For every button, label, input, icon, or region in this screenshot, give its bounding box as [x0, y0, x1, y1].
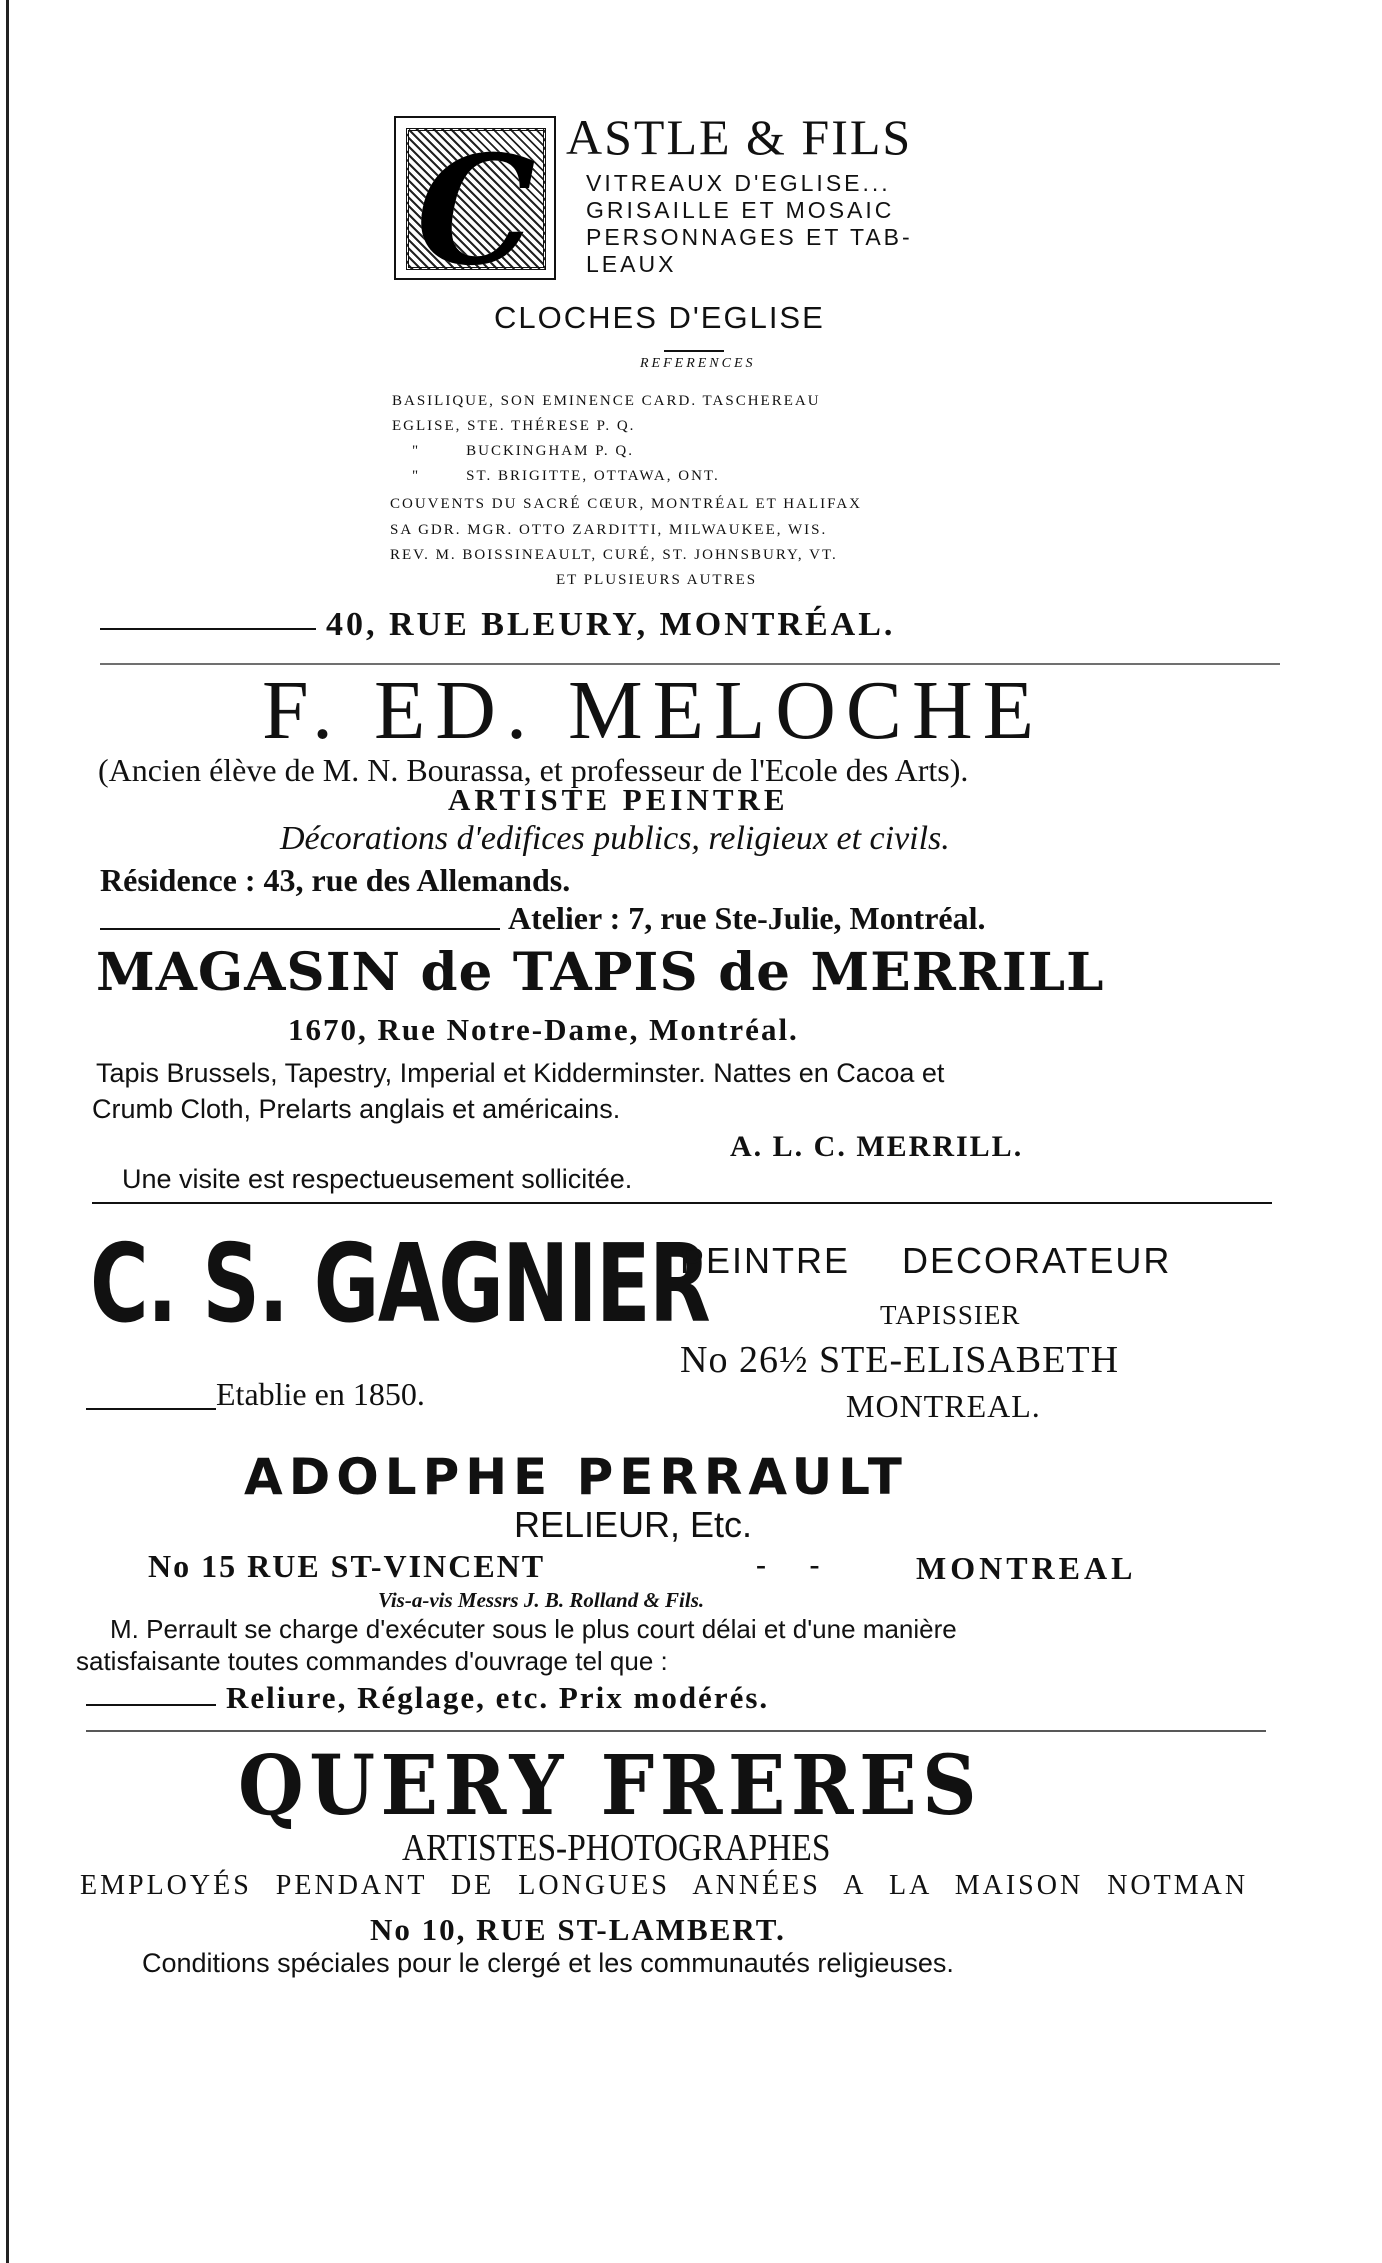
- meloche-specialty: Décorations d'edifices publics, religieux et civils.: [280, 820, 950, 857]
- divider: [86, 1408, 216, 1410]
- perrault-address-separator: - -: [756, 1548, 838, 1581]
- merrill-line-1: Tapis Brussels, Tapestry, Imperial et Kidderminster. Nattes en Cacoa et: [96, 1058, 945, 1088]
- reference-line: " BUCKINGHAM P. Q.: [412, 443, 634, 459]
- meloche-subtitle: (Ancien élève de M. N. Bourassa, et professeur de l'Ecole des Arts).: [98, 752, 969, 788]
- gagnier-address: No 26½ STE-ELISABETH: [680, 1339, 1120, 1381]
- perrault-line-1: M. Perrault se charge d'exécuter sous le plus court délai et d'une manière: [110, 1614, 957, 1644]
- divider: [664, 350, 724, 352]
- gagnier-trade-2: TAPISSIER: [880, 1300, 1021, 1330]
- perrault-opposite: Vis-a-vis Messrs J. B. Rolland & Fils.: [378, 1588, 705, 1612]
- reference-line: BASILIQUE, SON EMINENCE CARD. TASCHEREAU: [392, 393, 821, 409]
- initial-letter: C: [416, 123, 536, 299]
- reference-line: SA GDR. MGR. OTTO ZARDITTI, MILWAUKEE, WIS.: [390, 522, 828, 538]
- divider: [92, 1202, 1272, 1204]
- reference-line: COUVENTS DU SACRÉ CŒUR, MONTRÉAL ET HALIFAX: [390, 496, 862, 512]
- gagnier-established: Etablie en 1850.: [216, 1376, 425, 1412]
- merrill-owner: A. L. C. MERRILL.: [730, 1130, 1024, 1163]
- gagnier-city: MONTREAL.: [846, 1388, 1041, 1424]
- meloche-residence: Résidence : 43, rue des Allemands.: [100, 862, 571, 898]
- query-line-1: EMPLOYÉS PENDANT DE LONGUES ANNÉES A LA MAISON NOTMAN: [80, 1870, 1249, 1901]
- reference-line: ET PLUSIEURS AUTRES: [556, 572, 758, 588]
- query-title: ARTISTES-PHOTOGRAPHES: [402, 1827, 831, 1869]
- castle-line-2: GRISAILLE ET MOSAIC: [586, 197, 895, 223]
- query-line-2: Conditions spéciales pour le clergé et les communautés religieuses.: [142, 1948, 954, 1978]
- reference-line: " ST. BRIGITTE, OTTAWA, ONT.: [412, 468, 720, 484]
- perrault-trade: RELIEUR, Etc.: [514, 1504, 753, 1545]
- castle-name: ASTLE & FILS: [566, 109, 913, 165]
- gagnier-name: C. S. GAGNIER: [90, 1222, 710, 1347]
- divider: [86, 1730, 1266, 1732]
- page-edge: [6, 0, 9, 2263]
- merrill-headline: MAGASIN de TAPIS de MERRILL: [96, 942, 1105, 1003]
- perrault-line-2: satisfaisante toutes commandes d'ouvrage tel que :: [76, 1646, 668, 1676]
- meloche-atelier: Atelier : 7, rue Ste-Julie, Montréal.: [508, 900, 986, 936]
- castle-address: 40, RUE BLEURY, MONTRÉAL.: [326, 606, 896, 643]
- reference-line: REV. M. BOISSINEAULT, CURÉ, ST. JOHNSBURY, VT.: [390, 547, 838, 563]
- ornamental-initial: [394, 116, 556, 299]
- castle-line-4: LEAUX: [586, 251, 677, 277]
- references-title: REFERENCES: [640, 356, 756, 371]
- meloche-name: F. ED. MELOCHE: [262, 664, 1044, 757]
- castle-line-1: VITREAUX D'EGLISE...: [586, 170, 891, 196]
- gagnier-trade: PEINTRE DECORATEUR: [680, 1240, 1172, 1281]
- perrault-line-3: Reliure, Réglage, etc. Prix modérés.: [226, 1680, 770, 1715]
- query-address: No 10, RUE ST-LAMBERT.: [370, 1912, 786, 1947]
- castle-line-3: PERSONNAGES ET TAB-: [586, 224, 913, 250]
- merrill-visit: Une visite est respectueusement sollicitée.: [122, 1164, 633, 1194]
- castle-bells: CLOCHES D'EGLISE: [494, 300, 825, 335]
- divider: [100, 928, 500, 930]
- merrill-address: 1670, Rue Notre-Dame, Montréal.: [288, 1012, 799, 1047]
- perrault-address-right: MONTREAL: [916, 1550, 1137, 1586]
- meloche-title: ARTISTE PEINTRE: [448, 782, 789, 817]
- divider: [100, 628, 316, 630]
- merrill-line-2: Crumb Cloth, Prelarts anglais et américains.: [92, 1094, 621, 1124]
- perrault-name: ADOLPHE PERRAULT: [244, 1448, 908, 1506]
- query-name: QUERY FRERES: [238, 1738, 983, 1834]
- reference-line: EGLISE, STE. THÉRESE P. Q.: [392, 418, 636, 434]
- divider: [86, 1704, 216, 1706]
- perrault-address-left: No 15 RUE ST-VINCENT: [148, 1548, 546, 1584]
